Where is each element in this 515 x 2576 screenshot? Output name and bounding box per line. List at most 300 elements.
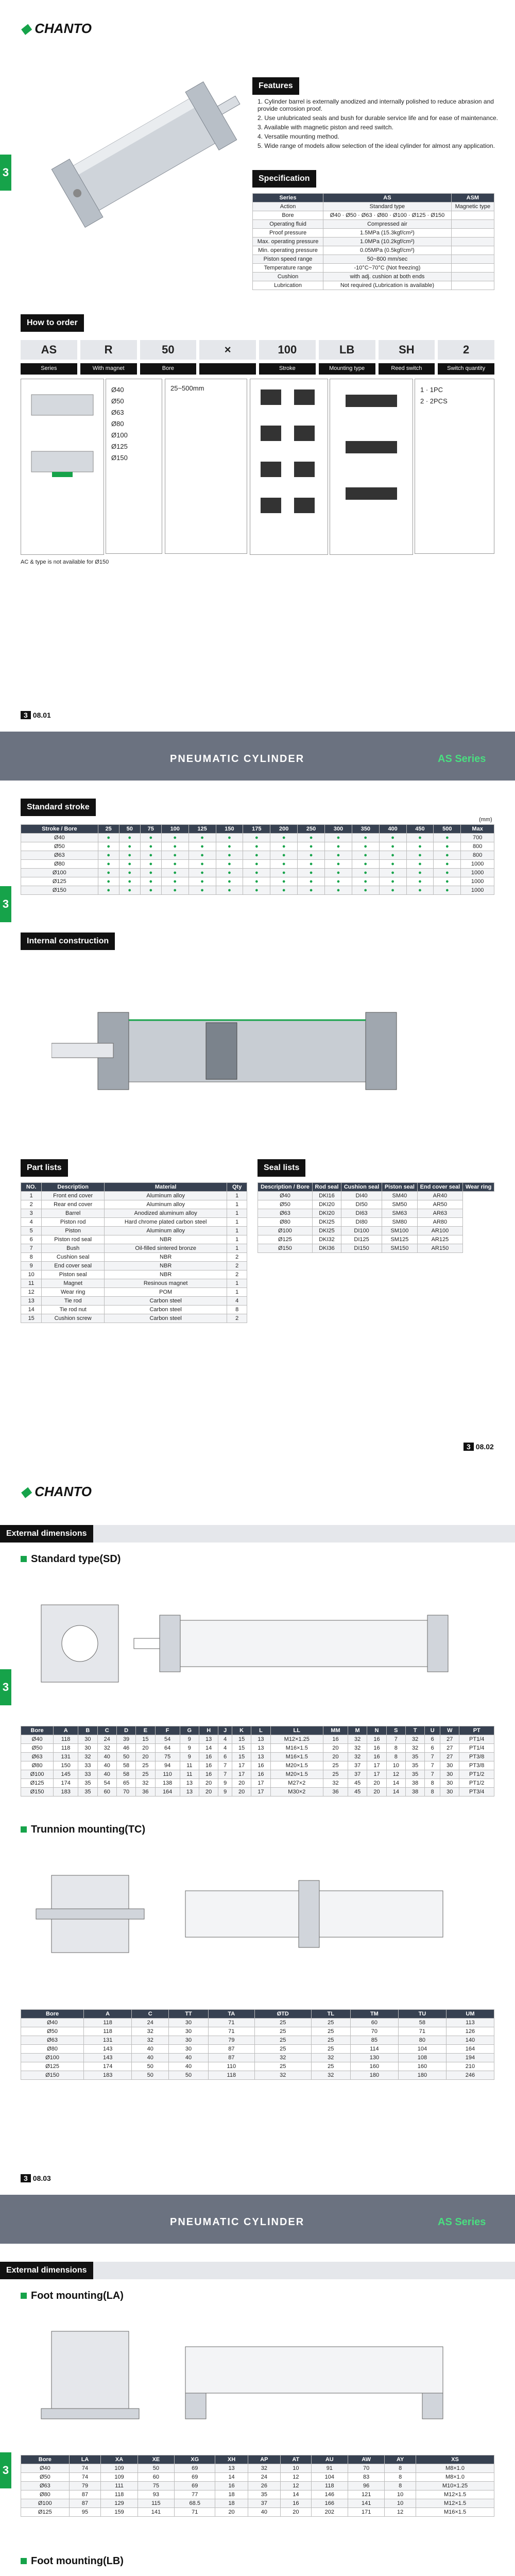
sd-cell: 9 (218, 1788, 232, 1797)
stroke-mark-cell: ● (119, 860, 140, 869)
stroke-mark-cell: ● (298, 886, 325, 895)
stroke-box (165, 379, 247, 554)
sd-cell: 8 (425, 1788, 440, 1797)
sd-cell: 9 (180, 1753, 199, 1761)
la-row (21, 2473, 494, 2482)
parts-cell: 1 (227, 1227, 247, 1235)
seals-table (258, 1182, 494, 1253)
seals-cell: Ø63 (258, 1209, 313, 1218)
tc-cell: 140 (446, 2036, 494, 2045)
parts-cell: 2 (227, 1314, 247, 1323)
sd-cell: M16×1.5 (270, 1753, 323, 1761)
tc-header-cell: A (84, 2010, 132, 2019)
la-row (21, 2490, 494, 2499)
tc-cell: 32 (132, 2027, 169, 2036)
stroke-bore-cell: Ø125 (21, 877, 98, 886)
seals-cell: AR100 (417, 1227, 463, 1235)
parts-cell: 11 (21, 1279, 42, 1288)
parts-cell: POM (105, 1288, 227, 1297)
stroke-mark-cell: ● (216, 860, 243, 869)
tc-cell: 79 (208, 2036, 254, 2045)
stroke-row (21, 834, 494, 842)
parts-cell: Hard chrome plated carbon steel (105, 1218, 227, 1227)
seals-cell: SM80 (382, 1218, 418, 1227)
la-row (21, 2482, 494, 2490)
parts-row (21, 1314, 247, 1323)
seals-cell: AR125 (417, 1235, 463, 1244)
parts-cell: Wear ring (42, 1288, 105, 1297)
la-cell: Ø125 (21, 2508, 70, 2517)
sd-cell: 40 (97, 1770, 116, 1779)
sd-cell: 32 (406, 1735, 425, 1744)
parts-cell: 2 (227, 1253, 247, 1262)
stroke-mark-cell: ● (379, 834, 406, 842)
parts-cell: 5 (21, 1227, 42, 1235)
la-cell: 20 (215, 2508, 248, 2517)
parts-cell: Barrel (42, 1209, 105, 1218)
stroke-row (21, 869, 494, 877)
seals-cell: Ø40 (258, 1192, 313, 1200)
la-cell: 40 (248, 2508, 280, 2517)
stroke-mark-cell: ● (188, 860, 216, 869)
title-band (0, 2195, 515, 2244)
la-cell: 95 (69, 2508, 101, 2517)
order-code: 2 (438, 340, 494, 360)
spec-cell: Operating fluid (253, 220, 323, 229)
spec-row (253, 211, 494, 220)
order-code: AS (21, 340, 77, 360)
spec-cell: Ø40 · Ø50 · Ø63 · Ø80 · Ø100 · Ø125 · Ø150 (323, 211, 452, 220)
parts-row (21, 1279, 247, 1288)
stroke-mark-cell: ● (119, 886, 140, 895)
parts-cell: Magnet (42, 1279, 105, 1288)
stroke-mark-cell: ● (434, 886, 461, 895)
sd-cell: 6 (425, 1744, 440, 1753)
sd-cell: 20 (367, 1779, 386, 1788)
sd-cell: 70 (116, 1788, 135, 1797)
sd-header-cell: H (199, 1726, 218, 1735)
switch-qty-list (420, 384, 489, 407)
tc-cell: 70 (350, 2027, 398, 2036)
seals-row (258, 1227, 494, 1235)
tc-cell: Ø80 (21, 2045, 84, 2054)
parts-cell: Rear end cover (42, 1200, 105, 1209)
stroke-mark-cell: ● (98, 869, 119, 877)
parts-row (21, 1192, 247, 1200)
order-code: SH (379, 340, 435, 360)
spec-cell: Action (253, 202, 323, 211)
la-cell: M8×1.0 (416, 2473, 494, 2482)
sd-cell: 13 (251, 1744, 270, 1753)
sd-row (21, 1735, 494, 1744)
parts-row (21, 1288, 247, 1297)
stroke-header-cell: Stroke / Bore (21, 825, 98, 834)
la-header-cell: XS (416, 2455, 494, 2464)
tc-cell: 40 (132, 2054, 169, 2062)
la-cell: 118 (311, 2482, 348, 2490)
tc-cell: 25 (254, 2036, 311, 2045)
parts-cell: 1 (21, 1192, 42, 1200)
stroke-mark-cell: ● (161, 834, 188, 842)
spec-cell: Max. operating pressure (253, 238, 323, 246)
sd-cell: 45 (348, 1779, 367, 1788)
stroke-mark-cell: ● (379, 869, 406, 877)
tc-cell: 25 (311, 2019, 350, 2027)
stroke-mark-cell: ● (119, 877, 140, 886)
sd-cell: PT1/2 (459, 1770, 494, 1779)
la-cell: 129 (101, 2499, 138, 2508)
stroke-mark-cell: ● (270, 877, 298, 886)
sd-cell: 27 (440, 1753, 459, 1761)
stroke-header-cell: 100 (161, 825, 188, 834)
sd-cell: 164 (155, 1788, 180, 1797)
reed-switch-box (330, 379, 413, 555)
tc-cell: 30 (169, 2027, 208, 2036)
parts-cell: 8 (227, 1306, 247, 1314)
switch-qty-option: 1 · 1PC (420, 386, 443, 394)
parts-cell: 12 (21, 1288, 42, 1297)
tc-drawing (31, 1844, 484, 1999)
parts-cell: Aluminum alloy (105, 1192, 227, 1200)
parts-cell: Cushion screw (42, 1314, 105, 1323)
sd-cell: 16 (367, 1735, 386, 1744)
parts-row (21, 1253, 247, 1262)
stroke-mark-cell: ● (216, 886, 243, 895)
sd-cell: 39 (116, 1735, 135, 1744)
stroke-mark-cell: ● (324, 842, 352, 851)
stroke-header-cell: 200 (270, 825, 298, 834)
sd-cell: 20 (323, 1744, 348, 1753)
stroke-mark-cell: ● (270, 869, 298, 877)
spec-cell: with adj. cushion at both ends (323, 273, 452, 281)
sd-cell: 30 (440, 1761, 459, 1770)
tc-cell: 210 (446, 2062, 494, 2071)
stroke-mark-cell: ● (406, 877, 434, 886)
order-label: Reed switch (379, 363, 435, 375)
stroke-header-cell: 400 (379, 825, 406, 834)
parts-cell: End cover seal (42, 1262, 105, 1270)
la-cell: 24 (248, 2473, 280, 2482)
sd-cell: 10 (386, 1761, 405, 1770)
seals-row (258, 1192, 494, 1200)
sd-cell: 35 (406, 1770, 425, 1779)
sd-cell: 25 (323, 1770, 348, 1779)
la-cell: 18 (215, 2490, 248, 2499)
page-number-1: 3 08.01 (21, 711, 51, 719)
la-header-cell: XE (138, 2455, 174, 2464)
stroke-mark-cell: ● (352, 869, 379, 877)
tc-cell: 24 (132, 2019, 169, 2027)
sd-cell: 174 (54, 1779, 78, 1788)
parts-cell: 1 (227, 1209, 247, 1218)
sd-cell: 7 (218, 1770, 232, 1779)
spec-cell: Bore (253, 211, 323, 220)
stroke-mark-cell: ● (324, 851, 352, 860)
la-cell: 12 (281, 2482, 312, 2490)
sd-title: Standard type(SD) (21, 1553, 121, 1565)
stroke-mark-cell: ● (140, 869, 161, 877)
parts-cell: Aluminum alloy (105, 1200, 227, 1209)
tc-cell: 71 (398, 2027, 446, 2036)
order-label: Stroke (259, 363, 316, 375)
sd-cell: 7 (425, 1770, 440, 1779)
brand-text: CHANTO (35, 1484, 92, 1499)
order-labels (21, 363, 494, 375)
sd-cell: 50 (116, 1753, 135, 1761)
sd-cell: 40 (97, 1761, 116, 1770)
la-cell: 171 (348, 2508, 384, 2517)
stroke-mark-cell: ● (188, 834, 216, 842)
tc-row (21, 2062, 494, 2071)
la-cell: 16 (281, 2499, 312, 2508)
parts-header-row (21, 1183, 247, 1192)
sd-cell: 32 (348, 1753, 367, 1761)
seals-cell: DI50 (341, 1200, 382, 1209)
order-label: Mounting type (319, 363, 375, 375)
ext-title: External dimensions (0, 2262, 93, 2279)
tc-cell: 108 (398, 2054, 446, 2062)
parts-cell: NBR (105, 1270, 227, 1279)
parts-cell: 8 (21, 1253, 42, 1262)
stroke-max-cell: 700 (461, 834, 494, 842)
tc-header-cell: C (132, 2010, 169, 2019)
la-cell: 166 (311, 2499, 348, 2508)
sd-cell: 35 (78, 1779, 97, 1788)
la-cell: 87 (69, 2499, 101, 2508)
la-header-cell: AU (311, 2455, 348, 2464)
order-label: Series (21, 363, 77, 375)
page-number-2: 3 08.02 (464, 1443, 494, 1451)
sd-cell: 138 (155, 1779, 180, 1788)
order-label: With magnet (80, 363, 137, 375)
sd-header-cell: C (97, 1726, 116, 1735)
tc-cell: Ø63 (21, 2036, 84, 2045)
stroke-mark-cell: ● (324, 877, 352, 886)
la-header-cell: XA (101, 2455, 138, 2464)
stroke-header-cell: 450 (406, 825, 434, 834)
la-header-cell: LA (69, 2455, 101, 2464)
tc-cell: 32 (254, 2071, 311, 2080)
la-header-cell: AP (248, 2455, 280, 2464)
sd-cell: PT3/8 (459, 1753, 494, 1761)
sd-cell: 14 (386, 1779, 405, 1788)
order-title: How to order (21, 314, 84, 332)
stroke-mark-cell: ● (434, 869, 461, 877)
spec-cell: Min. operating pressure (253, 246, 323, 255)
stroke-mark-cell: ● (161, 877, 188, 886)
sd-cell: 32 (97, 1744, 116, 1753)
sd-cell: 16 (323, 1735, 348, 1744)
la-cell: 26 (248, 2482, 280, 2490)
la-cell: 118 (101, 2490, 138, 2499)
stroke-mark-cell: ● (243, 869, 270, 877)
sd-cell: 17 (251, 1788, 270, 1797)
sd-table (21, 1726, 494, 1797)
seals-cell: DKI20 (312, 1209, 341, 1218)
tc-cell: 30 (169, 2045, 208, 2054)
la-header-cell: AY (385, 2455, 416, 2464)
tc-cell: 160 (398, 2062, 446, 2071)
tc-header-cell: TT (169, 2010, 208, 2019)
stroke-bore-cell: Ø40 (21, 834, 98, 842)
la-cell: 141 (138, 2508, 174, 2517)
spec-title: Specification (252, 170, 316, 188)
sd-cell: 118 (54, 1735, 78, 1744)
stroke-mark-cell: ● (243, 877, 270, 886)
parts-row (21, 1227, 247, 1235)
seals-cell: AR63 (417, 1209, 463, 1218)
sd-cell: 94 (155, 1761, 180, 1770)
tc-cell: Ø100 (21, 2054, 84, 2062)
tc-row (21, 2036, 494, 2045)
sd-cell: 6 (425, 1735, 440, 1744)
stroke-mark-cell: ● (188, 842, 216, 851)
stroke-mark-cell: ● (434, 834, 461, 842)
bore-option: Ø40 (111, 386, 124, 394)
stroke-mark-cell: ● (98, 851, 119, 860)
stroke-mark-cell: ● (98, 877, 119, 886)
tc-cell: 87 (208, 2054, 254, 2062)
bore-option: Ø150 (111, 454, 128, 462)
sd-cell: 30 (78, 1735, 97, 1744)
stroke-mark-cell: ● (324, 834, 352, 842)
la-cell: 79 (69, 2482, 101, 2490)
stroke-mark-cell: ● (379, 851, 406, 860)
parts-cell: 14 (21, 1306, 42, 1314)
sd-cell: 54 (97, 1779, 116, 1788)
stroke-header-cell: 300 (324, 825, 352, 834)
sd-cell: 4 (218, 1744, 232, 1753)
mounting-illustrations (250, 379, 328, 554)
spec-cell (451, 220, 494, 229)
parts-cell: Carbon steel (105, 1306, 227, 1314)
seals-cell: SM50 (382, 1200, 418, 1209)
tc-row (21, 2019, 494, 2027)
sd-cell: 6 (218, 1753, 232, 1761)
stroke-mark-cell: ● (140, 860, 161, 869)
sd-cell: M20×1.5 (270, 1761, 323, 1770)
sd-cell: 20 (199, 1788, 218, 1797)
spec-row (253, 220, 494, 229)
tc-cell: 183 (84, 2071, 132, 2080)
stroke-mark-cell: ● (161, 886, 188, 895)
sd-cell: 9 (218, 1779, 232, 1788)
parts-title: Part lists (21, 1159, 68, 1177)
la-row (21, 2499, 494, 2508)
section-tab: 3 (0, 155, 11, 191)
bore-option: Ø63 (111, 409, 124, 416)
stroke-mark-cell: ● (270, 886, 298, 895)
ext-title-bar (0, 1525, 515, 1543)
tc-cell: Ø40 (21, 2019, 84, 2027)
la-cell: 104 (311, 2473, 348, 2482)
sd-drawing (31, 1574, 484, 1718)
stroke-mark-cell: ● (119, 851, 140, 860)
spec-row (253, 238, 494, 246)
la-cell: 14 (215, 2473, 248, 2482)
seals-cell: DI63 (341, 1209, 382, 1218)
stroke-mark-cell: ● (406, 869, 434, 877)
la-cell: Ø80 (21, 2490, 70, 2499)
page-number-3: 3 08.03 (21, 2174, 51, 2182)
sd-cell: PT3/4 (459, 1788, 494, 1797)
stroke-mark-cell: ● (434, 860, 461, 869)
la-cell: 35 (248, 2490, 280, 2499)
sd-cell: 16 (367, 1744, 386, 1753)
sd-cell: 13 (180, 1788, 199, 1797)
seals-cell: Ø80 (258, 1218, 313, 1227)
switch-qty-option: 2 · 2PCS (420, 397, 448, 405)
tc-cell: 110 (208, 2062, 254, 2071)
spec-cell: Temperature range (253, 264, 323, 273)
la-cell: M10×1.25 (416, 2482, 494, 2490)
spec-cell: Piston speed range (253, 255, 323, 264)
sd-cell: 17 (367, 1770, 386, 1779)
sd-cell: 20 (232, 1788, 251, 1797)
parts-cell: Anodized aluminum alloy (105, 1209, 227, 1218)
stroke-mark-cell: ● (243, 860, 270, 869)
seals-cell: DKI16 (312, 1192, 341, 1200)
tc-cell: 25 (311, 2027, 350, 2036)
spec-cell: Standard type (323, 202, 452, 211)
tc-cell: 114 (350, 2045, 398, 2054)
sd-cell: 24 (97, 1735, 116, 1744)
sd-cell: 131 (54, 1753, 78, 1761)
order-note: AC & type is not available for Ø150 (21, 559, 109, 565)
sd-cell: 60 (97, 1788, 116, 1797)
la-cell: 87 (69, 2490, 101, 2499)
stroke-max-cell: 800 (461, 842, 494, 851)
strokes-title: Standard stroke (21, 799, 96, 816)
la-cell: Ø50 (21, 2473, 70, 2482)
sd-cell: M12×1.25 (270, 1735, 323, 1744)
stroke-mark-cell: ● (188, 877, 216, 886)
sd-header-cell: N (367, 1726, 386, 1735)
spec-cell: Proof pressure (253, 229, 323, 238)
tc-cell: 25 (254, 2062, 311, 2071)
sd-cell: 75 (155, 1753, 180, 1761)
la-cell: 8 (385, 2464, 416, 2473)
tc-cell: 25 (311, 2045, 350, 2054)
la-cell: 70 (348, 2464, 384, 2473)
sd-cell: 33 (78, 1770, 97, 1779)
parts-header-cell: NO. (21, 1183, 42, 1192)
la-title: Foot mounting(LA) (21, 2290, 124, 2302)
sd-cell: 13 (251, 1753, 270, 1761)
sd-cell: 64 (155, 1744, 180, 1753)
tc-header-cell: UM (446, 2010, 494, 2019)
order-code: LB (319, 340, 375, 360)
la-cell: 109 (101, 2473, 138, 2482)
spec-cell (451, 211, 494, 220)
sd-cell: 32 (406, 1744, 425, 1753)
parts-cell: 1 (227, 1192, 247, 1200)
la-header-row (21, 2455, 494, 2464)
la-cell: M8×1.0 (416, 2464, 494, 2473)
seals-cell: SM63 (382, 1209, 418, 1218)
stroke-mark-cell: ● (379, 886, 406, 895)
seals-cell: DKI25 (312, 1227, 341, 1235)
stroke-mark-cell: ● (298, 860, 325, 869)
sd-cell: PT3/8 (459, 1761, 494, 1770)
band-series: AS Series (438, 753, 486, 765)
parts-cell: Tie rod (42, 1297, 105, 1306)
stroke-mark-cell: ● (119, 842, 140, 851)
seals-cell: DI80 (341, 1218, 382, 1227)
sd-cell: 17 (367, 1761, 386, 1770)
sd-header-cell: J (218, 1726, 232, 1735)
stroke-mark-cell: ● (406, 834, 434, 842)
